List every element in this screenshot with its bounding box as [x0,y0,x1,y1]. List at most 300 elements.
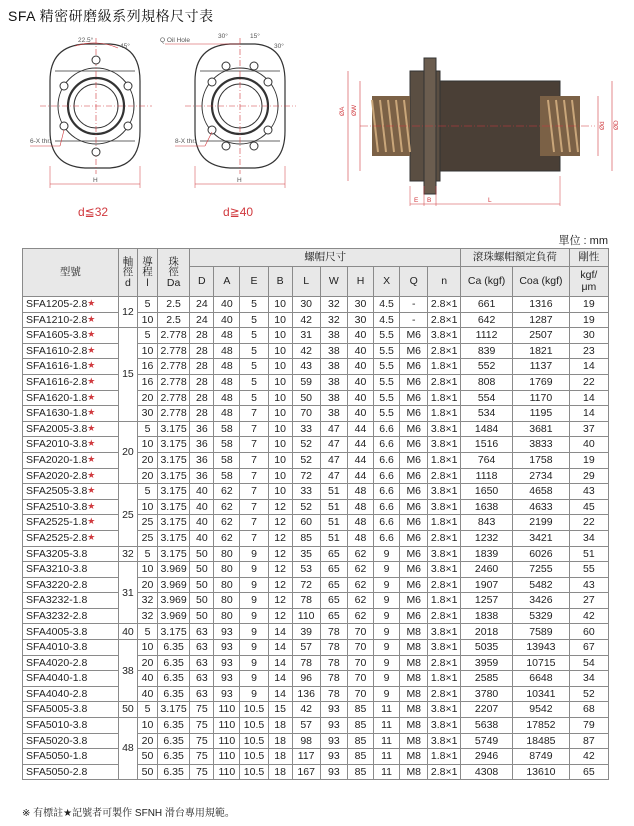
col-x-cell: 11 [374,749,400,765]
col-h-cell: 44 [347,437,373,453]
shaft-dia-cell: 31 [118,562,138,624]
col-w-cell: 38 [320,328,347,344]
stiffness-cell: 55 [569,562,608,578]
ball-dia-cell: 6.35 [157,655,190,671]
coa-cell: 10715 [513,655,570,671]
dim-label-l: L [488,197,492,204]
ca-cell: 2946 [461,749,513,765]
model-name: SFA5020-3.8 [26,734,88,747]
col-w-cell: 78 [320,640,347,656]
col-b-cell: 18 [268,733,292,749]
ball-dia-cell: 3.969 [157,562,190,578]
col-a-cell: 48 [214,406,240,422]
col-e-cell: 9 [240,546,268,562]
col-n-cell: 3.8×1 [428,484,461,500]
table-row [23,437,609,453]
col-b-cell: 18 [268,718,292,734]
dim-label-da: ØA [339,106,346,116]
model-name: SFA3210-3.8 [26,563,88,576]
col-e-cell: 5 [240,390,268,406]
col-q-cell: M8 [400,702,428,718]
col-q-cell: M6 [400,608,428,624]
col-n-cell: 1.8×1 [428,390,461,406]
model-name: SFA5050-1.8 [26,750,88,763]
unit-label: 單位 : mm [558,235,608,247]
ca-cell: 1118 [461,468,513,484]
col-n-cell: 1.8×1 [428,671,461,687]
col-w-cell: 32 [320,312,347,328]
col-b-cell: 18 [268,749,292,765]
shaft-dia-cell: 50 [118,702,138,718]
col-l-cell: 72 [292,468,320,484]
col-n-cell: 2.8×1 [428,468,461,484]
ball-dia-cell: 6.35 [157,749,190,765]
sfnh-star-icon: ★ [87,500,96,511]
col-l-cell: 72 [292,577,320,593]
col-a-cell: 93 [214,671,240,687]
table-row [23,328,609,344]
coa-cell: 5329 [513,608,570,624]
ca-cell: 1650 [461,484,513,500]
coa-cell: 3681 [513,421,570,437]
col-l-cell: 78 [292,655,320,671]
col-w-cell: 51 [320,530,347,546]
coa-cell: 17852 [513,718,570,734]
table-row [23,764,609,780]
col-x-cell: 6.6 [374,452,400,468]
col-e-cell: 7 [240,437,268,453]
coa-cell: 9542 [513,702,570,718]
col-b-cell: 14 [268,686,292,702]
col-x-cell: 6.6 [374,515,400,531]
model-name: SFA4020-2.8 [26,656,88,669]
shaft-dia-cell: 25 [118,484,138,546]
col-e-cell: 9 [240,686,268,702]
model-cell [23,577,119,593]
angle-label-30a: 30° [218,33,228,40]
table-row [23,530,609,546]
lead-cell: 20 [138,390,158,406]
ca-cell: 2207 [461,702,513,718]
col-l-cell: 31 [292,328,320,344]
ball-dia-cell: 6.35 [157,718,190,734]
col-b-cell: 14 [268,640,292,656]
col-h-cell: 48 [347,499,373,515]
col-l-cell: 57 [292,640,320,656]
col-d-cell: 50 [190,577,214,593]
model-cell [23,297,119,313]
col-w-cell: 65 [320,593,347,609]
col-a-cell: 48 [214,374,240,390]
model-cell [23,515,119,531]
lead-cell: 10 [138,718,158,734]
col-h-cell: 85 [347,718,373,734]
header-col-a: A [214,267,240,297]
stiffness-cell: 67 [569,640,608,656]
ca-cell: 5035 [461,640,513,656]
shaft-dia-cell: 15 [118,328,138,422]
col-d-cell: 63 [190,655,214,671]
col-b-cell: 10 [268,328,292,344]
ca-cell: 1516 [461,437,513,453]
col-a-cell: 110 [214,718,240,734]
sfnh-star-icon: ★ [87,344,96,355]
col-n-cell: 3.8×1 [428,702,461,718]
coa-cell: 13943 [513,640,570,656]
col-a-cell: 58 [214,421,240,437]
lead-cell: 20 [138,655,158,671]
col-h-cell: 48 [347,515,373,531]
col-h-cell: 30 [347,297,373,313]
col-h-cell: 70 [347,686,373,702]
col-n-cell: 3.8×1 [428,562,461,578]
header-col-l: L [292,267,320,297]
h-dim-label: H [93,177,98,184]
col-h-cell: 44 [347,421,373,437]
col-d-cell: 24 [190,297,214,313]
stiffness-cell: 68 [569,702,608,718]
col-w-cell: 38 [320,390,347,406]
header-col-ca: Ca (kgf) [461,267,513,297]
col-q-cell: M6 [400,390,428,406]
col-e-cell: 7 [240,468,268,484]
col-x-cell: 9 [374,577,400,593]
col-w-cell: 38 [320,406,347,422]
col-b-cell: 10 [268,297,292,313]
col-n-cell: 2.8×1 [428,608,461,624]
col-h-cell: 85 [347,764,373,780]
col-q-cell: M8 [400,686,428,702]
col-d-cell: 36 [190,452,214,468]
col-b-cell: 12 [268,577,292,593]
ball-dia-cell: 3.175 [157,499,190,515]
model-name: SFA4005-3.8 [26,625,88,638]
model-cell [23,452,119,468]
lead-cell: 50 [138,764,158,780]
col-l-cell: 33 [292,421,320,437]
header-lead-text: 導程l [142,255,153,289]
stiffness-cell: 22 [569,515,608,531]
ca-cell: 1232 [461,530,513,546]
coa-cell: 1769 [513,374,570,390]
lead-cell: 50 [138,749,158,765]
col-q-cell: M6 [400,406,428,422]
col-e-cell: 5 [240,312,268,328]
coa-cell: 1137 [513,359,570,375]
lead-cell: 10 [138,437,158,453]
col-d-cell: 28 [190,343,214,359]
col-e-cell: 7 [240,452,268,468]
col-x-cell: 5.5 [374,390,400,406]
sfnh-star-icon: ★ [87,453,96,464]
table-row [23,312,609,328]
shaft-dia-cell: 20 [118,421,138,483]
col-d-cell: 28 [190,374,214,390]
col-e-cell: 9 [240,608,268,624]
col-q-cell: - [400,297,428,313]
table-row [23,452,609,468]
col-x-cell: 6.6 [374,437,400,453]
oil-hole-label: Q Oil Hole [160,37,190,44]
col-h-cell: 40 [347,374,373,390]
table-row [23,702,609,718]
stiffness-cell: 23 [569,343,608,359]
dim-label-dd-large: ØD [613,120,620,130]
stiffness-cell: 19 [569,297,608,313]
model-name: SFA5010-3.8 [26,719,88,732]
table-row [23,390,609,406]
col-l-cell: 50 [292,390,320,406]
stiffness-cell: 65 [569,764,608,780]
angle-label-22-5: 22.5° [78,37,94,44]
col-b-cell: 12 [268,593,292,609]
ball-dia-cell: 3.175 [157,624,190,640]
ca-cell: 552 [461,359,513,375]
col-l-cell: 42 [292,312,320,328]
ball-dia-cell: 2.778 [157,374,190,390]
coa-cell: 5482 [513,577,570,593]
model-name: SFA1210-2.8 [26,313,88,326]
col-e-cell: 9 [240,562,268,578]
model-cell [23,686,119,702]
col-e-cell: 7 [240,421,268,437]
col-x-cell: 11 [374,702,400,718]
col-w-cell: 93 [320,702,347,718]
ca-cell: 5638 [461,718,513,734]
col-n-cell: 3.8×1 [428,328,461,344]
col-d-cell: 50 [190,608,214,624]
col-b-cell: 14 [268,655,292,671]
stiffness-cell: 14 [569,359,608,375]
col-n-cell: 1.8×1 [428,515,461,531]
col-h-cell: 70 [347,640,373,656]
col-q-cell: M8 [400,655,428,671]
col-w-cell: 65 [320,577,347,593]
technical-drawings [0,26,634,226]
col-d-cell: 40 [190,515,214,531]
header-ball-dia [157,249,190,297]
col-d-cell: 75 [190,749,214,765]
col-n-cell: 2.8×1 [428,297,461,313]
col-x-cell: 9 [374,608,400,624]
col-w-cell: 51 [320,499,347,515]
model-name: SFA1610-2.8 [26,344,88,357]
coa-cell: 3421 [513,530,570,546]
col-a-cell: 93 [214,624,240,640]
model-name: SFA2505-3.8 [26,485,88,498]
thread-label-8x: 8-X thr. [175,138,196,145]
ca-cell: 2018 [461,624,513,640]
col-w-cell: 65 [320,608,347,624]
ca-cell: 554 [461,390,513,406]
col-b-cell: 10 [268,452,292,468]
coa-cell: 4633 [513,499,570,515]
col-e-cell: 10.5 [240,749,268,765]
col-e-cell: 7 [240,499,268,515]
ball-dia-cell: 6.35 [157,671,190,687]
model-cell [23,437,119,453]
col-x-cell: 6.6 [374,499,400,515]
model-cell [23,359,119,375]
stiffness-cell: 40 [569,437,608,453]
ball-dia-cell: 2.778 [157,390,190,406]
table-row [23,624,609,640]
col-x-cell: 9 [374,671,400,687]
shaft-dia-cell: 40 [118,624,138,640]
lead-cell: 20 [138,452,158,468]
dim-label-b: B [427,197,432,204]
header-load-rating: 滾珠螺帽額定負荷 [461,249,570,267]
table-row [23,671,609,687]
ball-dia-cell: 2.5 [157,312,190,328]
ball-dia-cell: 3.175 [157,437,190,453]
col-q-cell: M6 [400,530,428,546]
col-l-cell: 52 [292,437,320,453]
ca-cell: 4308 [461,764,513,780]
caption-d-le-32: d≦32 [78,205,109,219]
model-name: SFA1616-1.8 [26,360,88,373]
col-a-cell: 48 [214,390,240,406]
col-l-cell: 70 [292,406,320,422]
coa-cell: 7589 [513,624,570,640]
col-l-cell: 33 [292,484,320,500]
col-b-cell: 10 [268,421,292,437]
table-row [23,374,609,390]
header-col-e: E [240,267,268,297]
model-cell [23,562,119,578]
ball-dia-cell: 6.35 [157,764,190,780]
col-w-cell: 78 [320,624,347,640]
coa-cell: 10341 [513,686,570,702]
model-cell [23,608,119,624]
col-q-cell: M6 [400,343,428,359]
col-h-cell: 62 [347,546,373,562]
lead-cell: 20 [138,468,158,484]
col-a-cell: 48 [214,343,240,359]
model-cell [23,499,119,515]
col-w-cell: 65 [320,546,347,562]
coa-cell: 2199 [513,515,570,531]
coa-cell: 2507 [513,328,570,344]
header-col-x: X [374,267,400,297]
table-row [23,608,609,624]
header-col-w: W [320,267,347,297]
col-a-cell: 62 [214,499,240,515]
coa-cell: 3426 [513,593,570,609]
header-ball-dia-text: 珠徑Da [166,255,181,289]
col-d-cell: 40 [190,484,214,500]
model-name: SFA2525-1.8 [26,516,88,529]
col-d-cell: 40 [190,499,214,515]
ca-cell: 839 [461,343,513,359]
col-h-cell: 70 [347,671,373,687]
col-e-cell: 5 [240,374,268,390]
model-cell [23,624,119,640]
footnote-text: 有標註★記號者可製作 SFNH 滑台專用規範。 [33,808,235,819]
ca-cell: 808 [461,374,513,390]
stiffness-cell: 79 [569,718,608,734]
shaft-dia-cell: 12 [118,297,138,328]
col-a-cell: 40 [214,297,240,313]
col-l-cell: 42 [292,702,320,718]
col-l-cell: 57 [292,718,320,734]
col-q-cell: M6 [400,499,428,515]
col-x-cell: 9 [374,546,400,562]
col-e-cell: 9 [240,640,268,656]
sfnh-star-icon: ★ [87,360,96,371]
col-n-cell: 3.8×1 [428,421,461,437]
col-w-cell: 78 [320,655,347,671]
lead-cell: 5 [138,421,158,437]
model-name: SFA1605-3.8 [26,329,88,342]
coa-cell: 1758 [513,452,570,468]
col-h-cell: 85 [347,733,373,749]
col-w-cell: 47 [320,468,347,484]
col-h-cell: 62 [347,562,373,578]
col-b-cell: 10 [268,390,292,406]
col-b-cell: 10 [268,312,292,328]
col-b-cell: 10 [268,468,292,484]
col-h-cell: 40 [347,359,373,375]
stiffness-cell: 19 [569,312,608,328]
ball-dia-cell: 3.175 [157,421,190,437]
footnote [22,804,235,819]
col-a-cell: 40 [214,312,240,328]
col-h-cell: 40 [347,406,373,422]
col-q-cell: M6 [400,546,428,562]
table-row [23,686,609,702]
col-e-cell: 7 [240,484,268,500]
lead-cell: 20 [138,733,158,749]
col-l-cell: 96 [292,671,320,687]
col-b-cell: 12 [268,515,292,531]
col-b-cell: 12 [268,608,292,624]
model-cell [23,343,119,359]
header-col-stiffness-unit [569,267,608,297]
table-row [23,718,609,734]
col-d-cell: 63 [190,624,214,640]
col-e-cell: 10.5 [240,702,268,718]
header-col-h: H [347,267,373,297]
col-n-cell: 3.8×1 [428,546,461,562]
col-e-cell: 7 [240,530,268,546]
model-cell [23,546,119,562]
lead-cell: 5 [138,328,158,344]
sfnh-star-icon: ★ [87,422,96,433]
col-n-cell: 2.8×1 [428,577,461,593]
ball-dia-cell: 3.175 [157,452,190,468]
col-l-cell: 53 [292,562,320,578]
sfnh-star-icon: ★ [87,407,96,418]
col-w-cell: 78 [320,671,347,687]
side-view-drawing [339,58,620,206]
ball-dia-cell: 3.175 [157,702,190,718]
model-name: SFA4010-3.8 [26,641,88,654]
col-n-cell: 1.8×1 [428,452,461,468]
col-l-cell: 30 [292,297,320,313]
stiffness-cell: 37 [569,421,608,437]
lead-cell: 25 [138,530,158,546]
lead-cell: 16 [138,359,158,375]
ball-dia-cell: 3.175 [157,546,190,562]
ball-dia-cell: 2.778 [157,343,190,359]
col-h-cell: 70 [347,655,373,671]
model-cell [23,640,119,656]
col-d-cell: 50 [190,593,214,609]
model-name: SFA3232-1.8 [26,594,88,607]
h-dim-label-2: H [237,177,242,184]
col-h-cell: 62 [347,593,373,609]
